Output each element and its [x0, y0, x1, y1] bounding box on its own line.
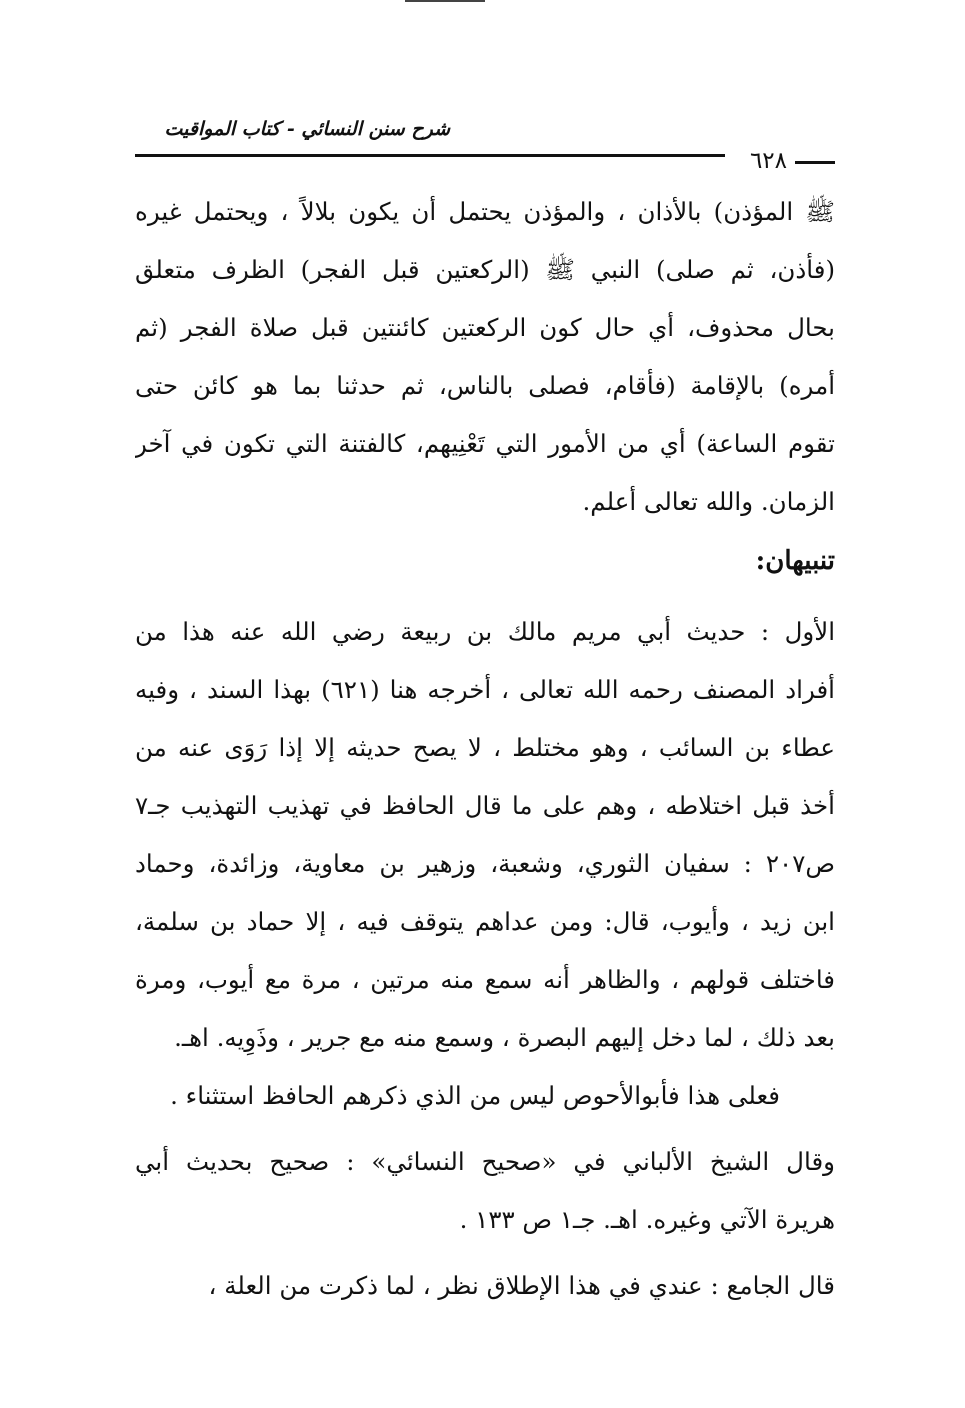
page-header [135, 112, 835, 174]
page-body [135, 183, 835, 1315]
text-line: الأول : حديث أبي مريم مالك بن ربيعة رضي الله عنه هذا من [135, 617, 835, 646]
top-edge-mark [405, 0, 485, 2]
running-title: شرح سنن النسائي - كتاب المواقيت [164, 118, 450, 140]
text-line: تقوم الساعة) أي من الأمور التي تَعْنِيهم، كالفتنة التي تكون في آخر [135, 429, 835, 458]
text-line: أخذ قبل اختلاطه ، وهم على ما قال الحافظ في تهذيب التهذيب جـ٧ [135, 791, 835, 820]
text-line: أفراد المصنف رحمه الله تعالى ، أخرجه هنا (٦٢١) بهذا السند ، وفيه [135, 675, 835, 704]
text-line: (فأذن، ثم صلى) النبي ﷺ (الركعتين قبل الفجر) الظرف متعلق [135, 255, 835, 284]
text-line: ابن زيد ، وأيوب، قال: ومن عداهم يتوقف فيه ، إلا حماد بن سلمة، [135, 907, 835, 936]
text-line: فاختلف قولهم ، والظاهر أنه سمع منه مرتين ، مرة مع أيوب، ومرة [135, 965, 835, 994]
paragraph-5 [135, 1257, 835, 1315]
text-line: الزمان. والله تعالى أعلم. [582, 487, 835, 516]
text-line: قال الجامع : عندي في هذا الإطلاق نظر ، لما ذكرت من العلة ، [208, 1271, 835, 1300]
text-line: ﷺ المؤذن) بالأذان ، والمؤذن يحتمل أن يكون بلالاً ، ويحتمل غيره [135, 197, 835, 226]
header-rule [135, 154, 725, 157]
paragraph-3 [135, 1067, 835, 1125]
page-number: ٦٢٨ [749, 148, 787, 174]
section-heading: تنبيهان: [755, 546, 835, 576]
text-line: ص٢٠٧ : سفيان الثوري، وشعبة، وزهير بن معاوية، وزائدة، وحماد [135, 849, 835, 878]
text-line: بعد ذلك ، لما دخل إليهم البصرة ، وسمع منه مع جرير ، وذَوِيه. اهـ. [174, 1023, 835, 1052]
text-line: عطاء بن السائب ، وهو مختلط ، لا يصح حديثه إلا إذا رَوَى عنه من [135, 733, 835, 762]
paragraph-1 [135, 183, 835, 531]
text-line: أمره) بالإقامة (فأقام، فصلى بالناس، ثم حدثنا بما هو كائن حتى [135, 371, 835, 400]
text-line: بحال محذوف، أي حال كون الركعتين كائنتين قبل صلاة الفجر (ثم [135, 313, 835, 342]
text-line: فعلى هذا فأبوالأحوص ليس من الذي ذكرهم الحافظ استثناء . [170, 1081, 780, 1110]
text-line: وقال الشيخ الألباني في «صحيح النسائي» : صحيح بحديث أبي [135, 1147, 835, 1176]
page-number-dash [795, 161, 835, 164]
text-line: هريرة الآتي وغيره. اهـ. جـ١ ص ١٣٣ . [459, 1205, 835, 1234]
paragraph-4 [135, 1133, 835, 1249]
paragraph-2 [135, 603, 835, 1067]
